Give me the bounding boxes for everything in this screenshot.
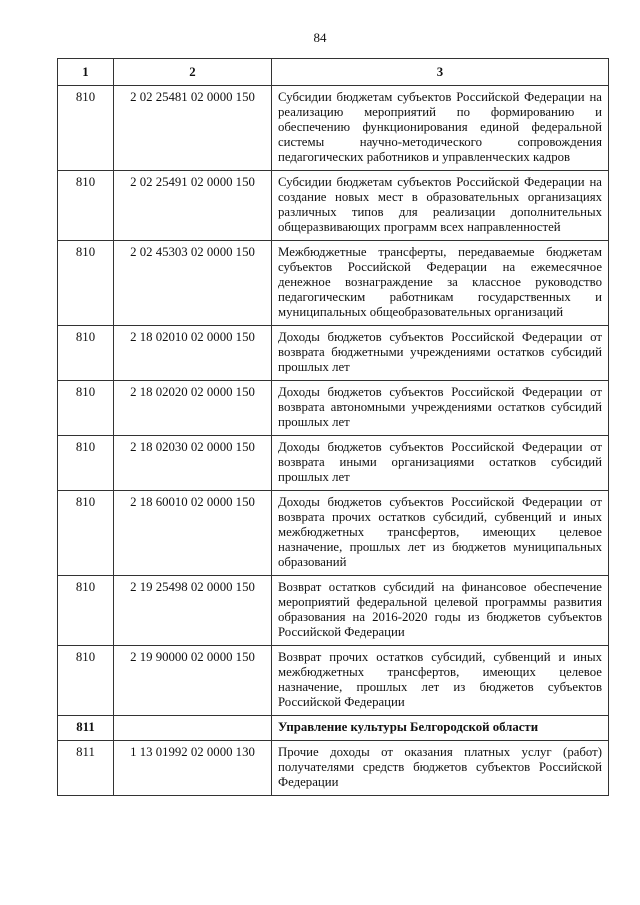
kbk-code-cell: 2 19 25498 02 0000 150 — [114, 576, 272, 646]
revenue-name-cell: Возврат прочих остатков субсидий, субвенций и иных межбюджетных трансфертов, имеющих целевое назначение, прошлых лет из бюджетов субъектов Российской Федерации — [272, 646, 609, 716]
revenue-name-cell: Доходы бюджетов субъектов Российской Федерации от возврата иными организациями остатков субсидий прошлых лет — [272, 436, 609, 491]
kbk-code-cell — [114, 716, 272, 741]
kbk-code-cell: 2 02 25481 02 0000 150 — [114, 86, 272, 171]
column-header-3: 3 — [272, 59, 609, 86]
kbk-code-cell: 2 02 25491 02 0000 150 — [114, 171, 272, 241]
revenue-name-cell: Доходы бюджетов субъектов Российской Федерации от возврата бюджетными учреждениями остатков субсидий прошлых лет — [272, 326, 609, 381]
table-row — [58, 241, 609, 326]
page-number: 84 — [313, 30, 327, 45]
section-header-row — [58, 716, 609, 741]
revenue-codes-table — [57, 58, 609, 796]
column-header-2: 2 — [114, 59, 272, 86]
table-header-row — [58, 59, 609, 86]
admin-code-cell: 810 — [58, 171, 114, 241]
table-row — [58, 381, 609, 436]
admin-code-cell: 810 — [58, 381, 114, 436]
table-row — [58, 741, 609, 796]
revenue-name-cell: Доходы бюджетов субъектов Российской Федерации от возврата прочих остатков субсидий, субвенций и иных межбюджетных трансфертов, имеющих целевое назначение, прошлых лет из бюджетов муниципальных образований — [272, 491, 609, 576]
kbk-code-cell: 2 18 02030 02 0000 150 — [114, 436, 272, 491]
revenue-name-cell: Межбюджетные трансферты, передаваемые бюджетам субъектов Российской Федерации на ежемесячное денежное вознаграждение за классное руководство педагогическим работникам государственных и муниципальных общеобразовательных организаций — [272, 241, 609, 326]
table-row — [58, 326, 609, 381]
revenue-name-cell: Прочие доходы от оказания платных услуг (работ) получателями средств бюджетов субъектов Российской Федерации — [272, 741, 609, 796]
kbk-code-cell: 2 18 02010 02 0000 150 — [114, 326, 272, 381]
table-row — [58, 86, 609, 171]
admin-code-cell: 810 — [58, 436, 114, 491]
admin-code-cell: 810 — [58, 576, 114, 646]
table-row — [58, 646, 609, 716]
table-row — [58, 436, 609, 491]
revenue-name-cell: Субсидии бюджетам субъектов Российской Федерации на создание новых мест в образовательных организациях различных типов для реализации дополнительных общеразвивающих программ всех направленностей — [272, 171, 609, 241]
revenue-name-cell: Управление культуры Белгородской области — [272, 716, 609, 741]
revenue-name-cell: Субсидии бюджетам субъектов Российской Федерации на реализацию мероприятий по формированию и обеспечению функционирования единой федеральной системы научно-методического сопровождения педагогических работников и управленческих кадров — [272, 86, 609, 171]
table-row — [58, 576, 609, 646]
admin-code-cell: 810 — [58, 241, 114, 326]
admin-code-cell: 810 — [58, 86, 114, 171]
admin-code-cell: 811 — [58, 741, 114, 796]
table-row — [58, 171, 609, 241]
column-header-1: 1 — [58, 59, 114, 86]
admin-code-cell: 810 — [58, 326, 114, 381]
admin-code-cell: 811 — [58, 716, 114, 741]
kbk-code-cell: 2 19 90000 02 0000 150 — [114, 646, 272, 716]
table-row — [58, 491, 609, 576]
admin-code-cell: 810 — [58, 646, 114, 716]
kbk-code-cell: 1 13 01992 02 0000 130 — [114, 741, 272, 796]
revenue-name-cell: Возврат остатков субсидий на финансовое обеспечение мероприятий федеральной целевой программы развития образования на 2016-2020 годы из бюджетов субъектов Российской Федерации — [272, 576, 609, 646]
kbk-code-cell: 2 18 02020 02 0000 150 — [114, 381, 272, 436]
kbk-code-cell: 2 18 60010 02 0000 150 — [114, 491, 272, 576]
kbk-code-cell: 2 02 45303 02 0000 150 — [114, 241, 272, 326]
admin-code-cell: 810 — [58, 491, 114, 576]
revenue-name-cell: Доходы бюджетов субъектов Российской Федерации от возврата автономными учреждениями остатков субсидий прошлых лет — [272, 381, 609, 436]
